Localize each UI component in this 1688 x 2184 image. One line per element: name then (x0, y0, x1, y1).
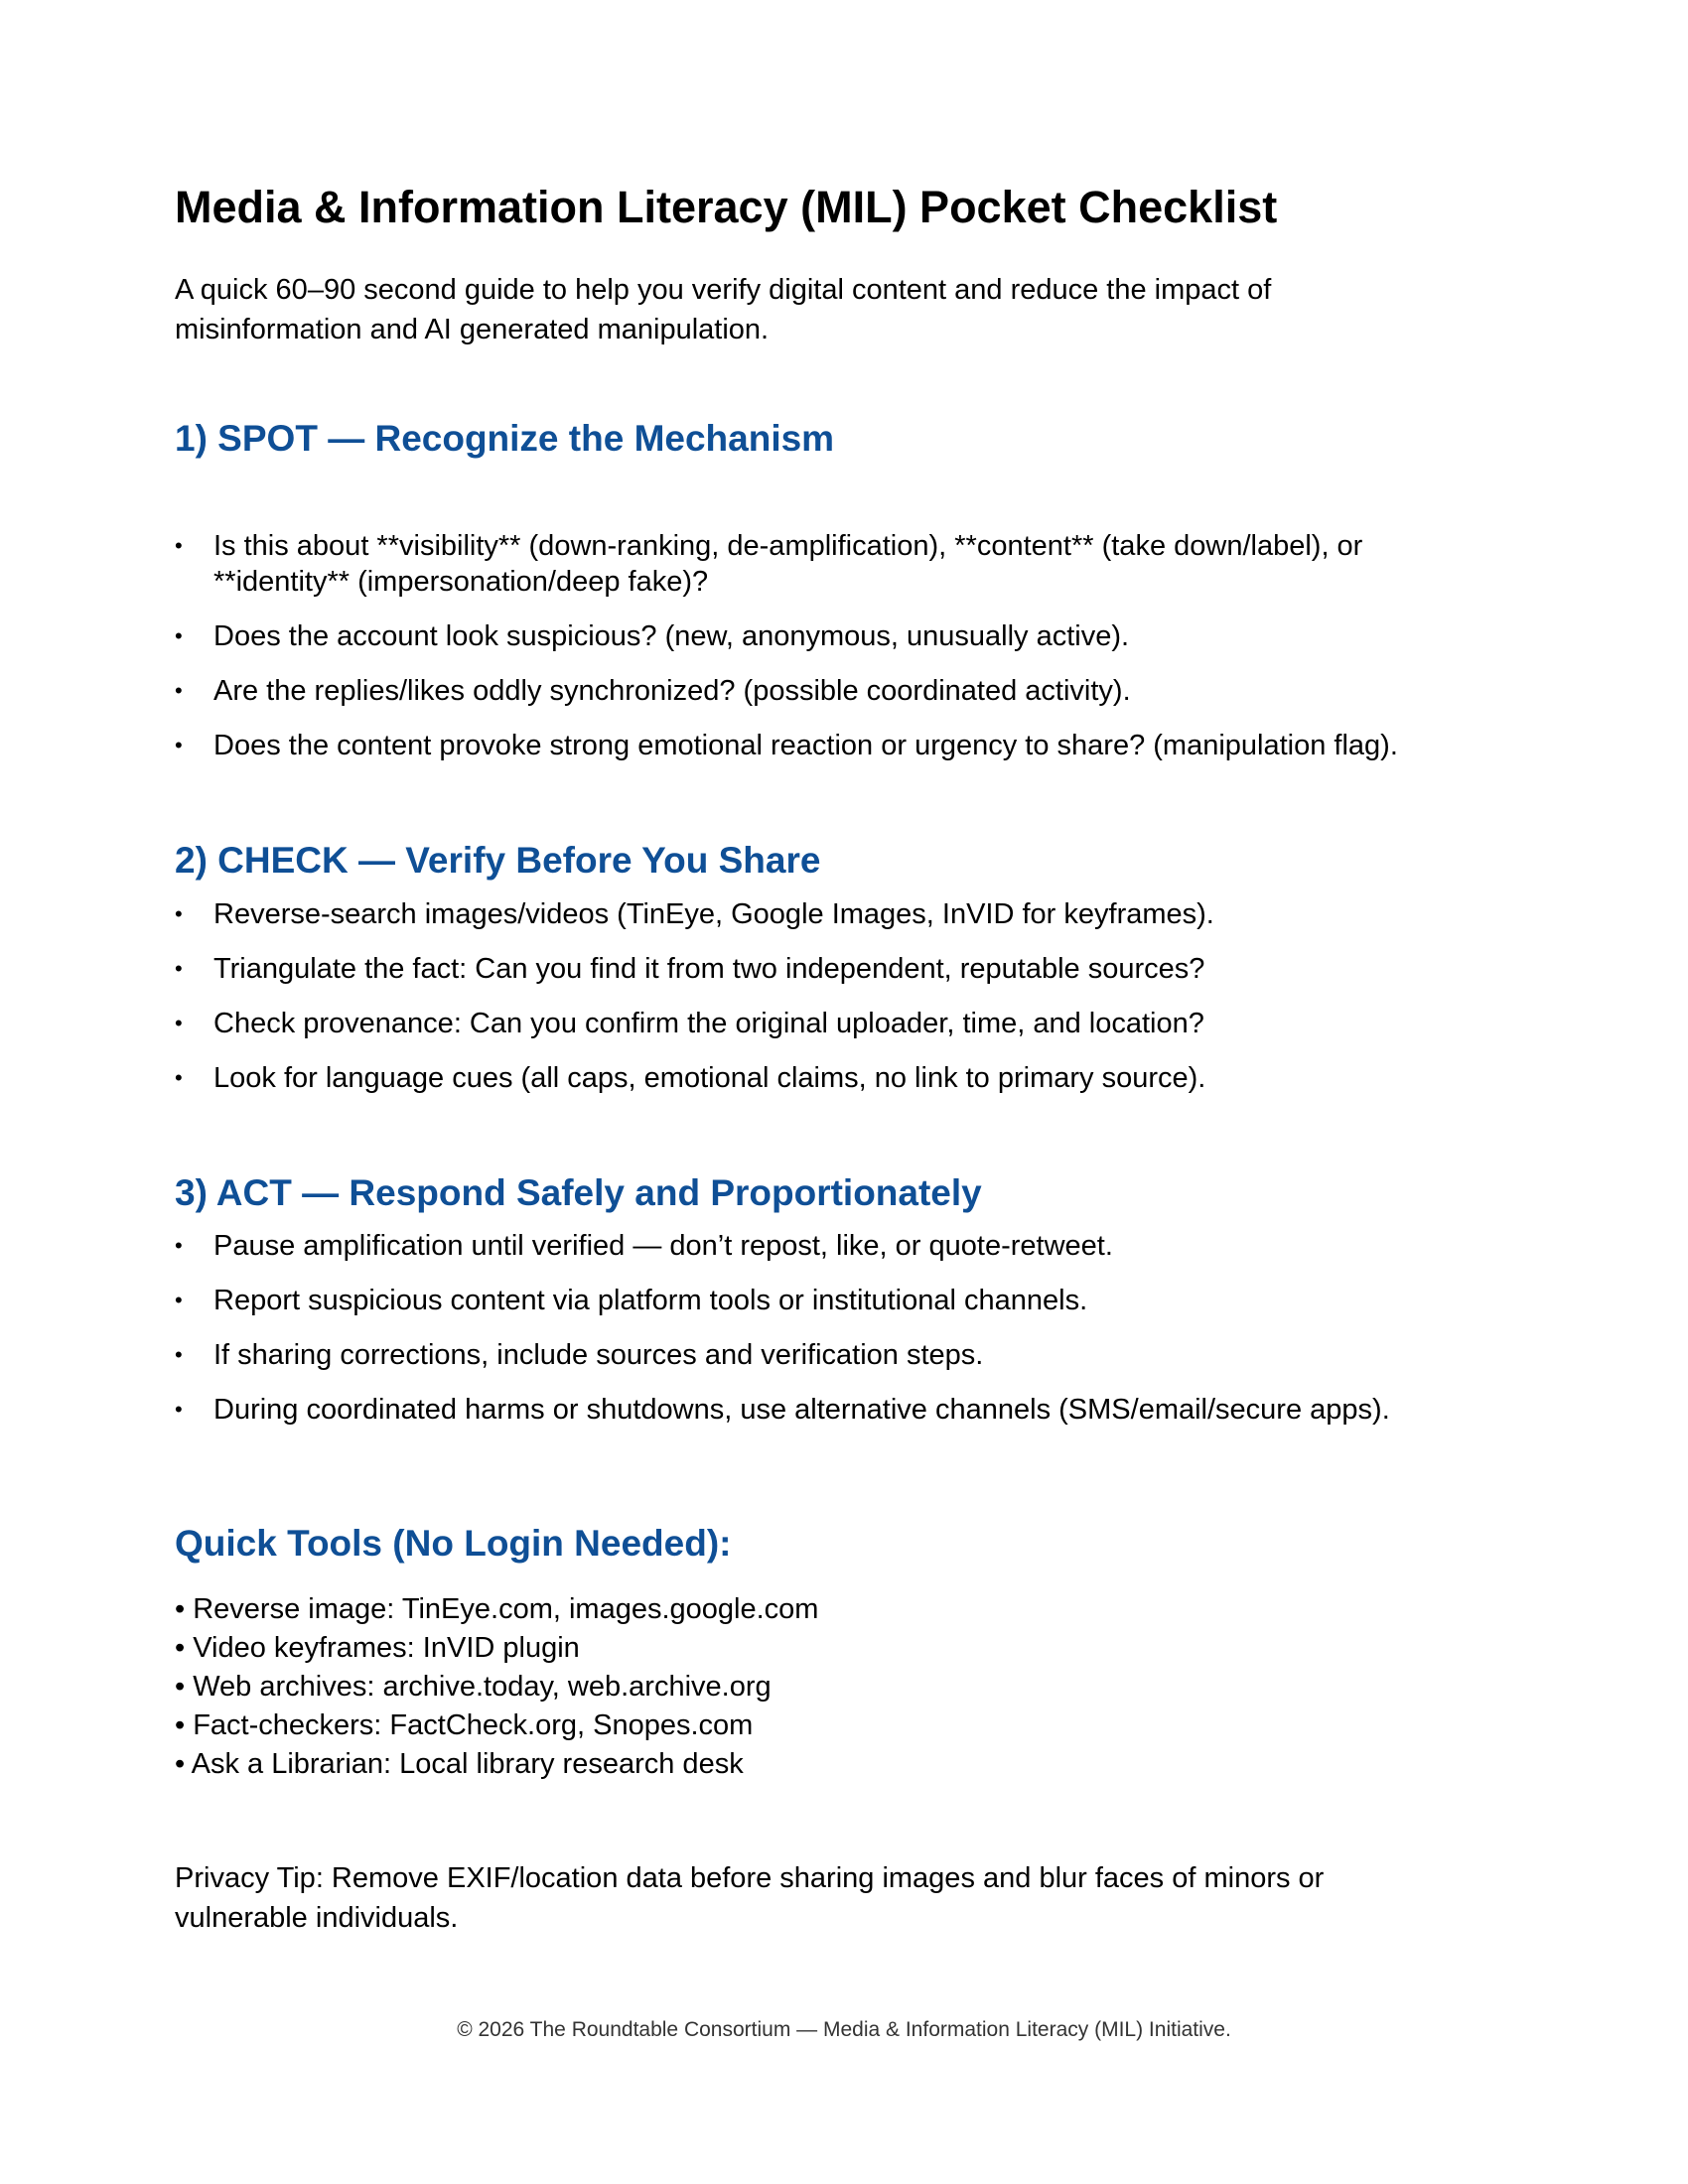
list-item (175, 728, 1495, 763)
section-heading-act: 3) ACT — Respond Safely and Proportionately (175, 1172, 982, 1213)
bullet-icon: • (175, 678, 183, 703)
list-item-text: Look for language cues (all caps, emotional claims, no link to primary source). (213, 1062, 1206, 1094)
bullet-icon: • (175, 1233, 183, 1258)
list-item (175, 1006, 1495, 1041)
section-heading-check: 2) CHECK — Verify Before You Share (175, 840, 821, 881)
tool-item: • Video keyframes: InVID plugin (175, 1632, 580, 1664)
list-item-text: If sharing corrections, include sources and verification steps. (213, 1339, 984, 1371)
list-item-text: Pause amplification until verified — don’t repost, like, or quote-retweet. (213, 1230, 1113, 1262)
list-item-text: Is this about **visibility** (down-ranking, de-amplification), **content** (take down/label), or **identity** (impersonation/deep fake)? (213, 530, 1363, 598)
spot-list (175, 528, 1495, 782)
bullet-icon: • (175, 1342, 183, 1367)
list-item-text: Does the account look suspicious? (new, anonymous, unusually active). (213, 620, 1130, 652)
list-item (175, 1337, 1495, 1373)
list-item-text: Report suspicious content via platform tools or institutional channels. (213, 1285, 1088, 1316)
list-item (175, 1283, 1495, 1318)
check-list (175, 896, 1495, 1115)
tool-item: • Fact-checkers: FactCheck.org, Snopes.com (175, 1709, 754, 1741)
list-item-text: Check provenance: Can you confirm the original uploader, time, and location? (213, 1008, 1204, 1039)
footer-copyright: © 2026 The Roundtable Consortium — Media & Information Literacy (MIL) Initiative. (457, 2018, 1231, 2041)
section-heading-spot: 1) SPOT — Recognize the Mechanism (175, 418, 835, 459)
list-item (175, 1060, 1495, 1096)
list-item (175, 896, 1495, 932)
bullet-icon: • (175, 1065, 183, 1090)
page-title: Media & Information Literacy (MIL) Pocket Checklist (175, 182, 1278, 232)
tool-item: • Web archives: archive.today, web.archive.org (175, 1671, 772, 1703)
tools-list (175, 1590, 818, 1784)
bullet-icon: • (175, 956, 183, 981)
bullet-icon: • (175, 901, 183, 926)
bullet-icon: • (175, 1011, 183, 1035)
bullet-icon: • (175, 733, 183, 757)
intro-paragraph: A quick 60–90 second guide to help you verify digital content and reduce the impact of misinformation and AI generated manipulation. (175, 274, 1272, 345)
list-item (175, 1392, 1495, 1428)
bullet-icon: • (175, 623, 183, 648)
tool-item: • Ask a Librarian: Local library research desk (175, 1748, 744, 1780)
list-item-text: Does the content provoke strong emotional reaction or urgency to share? (manipulation flag). (213, 730, 1398, 761)
list-item (175, 951, 1495, 987)
act-list (175, 1228, 1495, 1446)
list-item (175, 1228, 1495, 1264)
list-item-text: Are the replies/likes oddly synchronized? (possible coordinated activity). (213, 675, 1131, 707)
section-heading-tools: Quick Tools (No Login Needed): (175, 1523, 732, 1564)
bullet-icon: • (175, 1288, 183, 1312)
list-item-text: Triangulate the fact: Can you find it from two independent, reputable sources? (213, 953, 1205, 985)
privacy-tip: Privacy Tip: Remove EXIF/location data before sharing images and blur faces of minors or vulnerable individuals. (175, 1862, 1325, 1934)
list-item-text: Reverse-search images/videos (TinEye, Google Images, InVID for keyframes). (213, 898, 1214, 930)
list-item (175, 528, 1495, 600)
bullet-icon: • (175, 533, 183, 558)
list-item (175, 673, 1495, 709)
list-item (175, 618, 1495, 654)
bullet-icon: • (175, 1397, 183, 1422)
tool-item: • Reverse image: TinEye.com, images.google.com (175, 1593, 819, 1625)
list-item-text: During coordinated harms or shutdowns, use alternative channels (SMS/email/secure apps). (213, 1394, 1390, 1426)
